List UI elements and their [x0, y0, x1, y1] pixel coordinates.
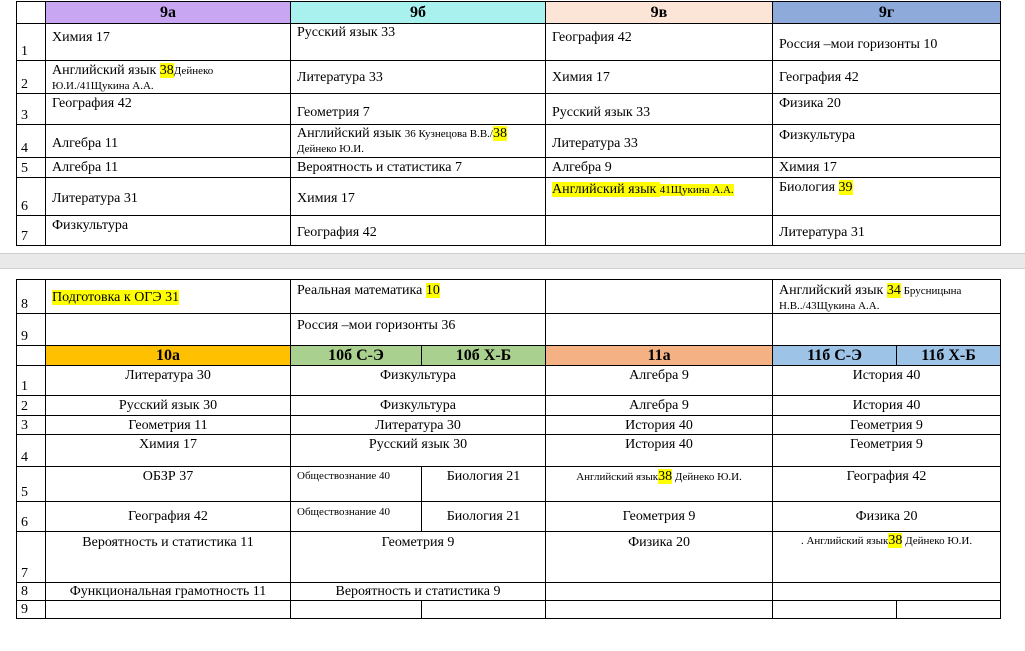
lesson-row: [17, 435, 1001, 467]
lesson-number: 4: [17, 125, 46, 158]
schedule-table-10-11: [16, 279, 1001, 619]
lesson-cell: Литература 30: [291, 416, 546, 435]
lesson-cell: [546, 583, 773, 601]
lesson-cell: [546, 216, 773, 246]
lesson-cell: Физика 20: [546, 532, 773, 583]
subject-text: Английский язык: [779, 283, 887, 298]
lesson-cell: [773, 583, 1001, 601]
class-header-9b: 9б: [291, 2, 546, 24]
header-row: [17, 346, 1001, 366]
room-highlight: 38: [492, 126, 507, 141]
lesson-cell: История 40: [546, 435, 773, 467]
lesson-cell: Вероятность и статистика 9: [291, 583, 546, 601]
lesson-cell: Геометрия 9: [773, 416, 1001, 435]
lesson-cell: Геометрия 7: [291, 94, 546, 125]
lesson-number: 7: [17, 216, 46, 246]
lesson-cell: Россия –мои горизонты 36: [291, 314, 546, 346]
lesson-cell: География 42: [773, 61, 1001, 94]
subject-text: Английский язык: [52, 63, 160, 78]
lesson-row: [17, 366, 1001, 396]
page-break-line: [0, 268, 1025, 269]
lesson-cell: Литература 33: [291, 61, 546, 94]
lesson-cell: [773, 314, 1001, 346]
lesson-cell: Химия 17: [291, 178, 546, 216]
class-header-9a: 9а: [46, 2, 291, 24]
lesson-number: 9: [17, 314, 46, 346]
lesson-cell: История 40: [773, 396, 1001, 416]
lesson-cell: [546, 601, 773, 619]
lesson-cell: [422, 601, 546, 619]
lesson-cell: Биология 21: [422, 502, 546, 532]
lesson-row: [17, 94, 1001, 125]
class-header-10a: 10а: [46, 346, 291, 366]
lesson-number: 7: [17, 532, 46, 583]
lesson-cell: Геометрия 9: [291, 532, 546, 583]
class-header-11b-se: 11б С-Э: [773, 346, 897, 366]
lesson-cell: Алгебра 9: [546, 158, 773, 178]
lesson-cell: Русский язык 33: [291, 24, 546, 61]
lesson-cell: Вероятность и статистика 7: [291, 158, 546, 178]
lesson-row: [17, 467, 1001, 502]
lesson-cell: [546, 280, 773, 314]
lesson-cell: Алгебра 9: [546, 366, 773, 396]
lesson-cell: [46, 280, 291, 314]
lesson-number: 9: [17, 601, 46, 619]
subject-text: Английский язык: [297, 126, 405, 141]
subject-highlight: Английский язык: [552, 182, 660, 197]
lesson-cell: [291, 125, 546, 158]
lesson-cell: Обществознание 40: [291, 467, 422, 502]
teacher-highlight: 41Щукина А.А.: [659, 184, 734, 196]
subject-text: . Английский язык: [800, 535, 889, 547]
lesson-number: 8: [17, 583, 46, 601]
lesson-cell: Алгебра 9: [546, 396, 773, 416]
subject-text: Английский язык: [576, 471, 659, 483]
lesson-cell: География 42: [46, 94, 291, 125]
lesson-cell: География 42: [46, 502, 291, 532]
lesson-cell: Физкультура: [46, 216, 291, 246]
room-highlight: 38: [658, 469, 673, 484]
lesson-row: [17, 24, 1001, 61]
lesson-cell: [773, 178, 1001, 216]
lesson-cell: [46, 314, 291, 346]
room-highlight: 34: [886, 283, 901, 298]
lesson-cell: Литература 31: [46, 178, 291, 216]
lesson-cell: Геометрия 9: [546, 502, 773, 532]
lesson-cell: Биология 21: [422, 467, 546, 502]
corner-cell: [17, 346, 46, 366]
lesson-number: 6: [17, 502, 46, 532]
lesson-row: [17, 216, 1001, 246]
room-highlight: 10: [425, 283, 440, 298]
lesson-number: 4: [17, 435, 46, 467]
lesson-cell: Русский язык 30: [291, 435, 546, 467]
class-header-9v: 9в: [546, 2, 773, 24]
lesson-row: [17, 158, 1001, 178]
lesson-number: 2: [17, 61, 46, 94]
lesson-cell: География 42: [546, 24, 773, 61]
lesson-cell: Русский язык 30: [46, 396, 291, 416]
teacher-text: Дейнеко Ю.И.: [297, 143, 364, 155]
lesson-cell: Русский язык 33: [546, 94, 773, 125]
lesson-cell: ОБЗР 37: [46, 467, 291, 502]
teacher-text: Брусницына Н.В../43Щукина А.А.: [779, 285, 962, 312]
lesson-cell: История 40: [546, 416, 773, 435]
lesson-cell: Литература 30: [46, 366, 291, 396]
lesson-cell: Физкультура: [291, 366, 546, 396]
lesson-row: [17, 416, 1001, 435]
lesson-cell: Геометрия 11: [46, 416, 291, 435]
teacher-text: Дейнеко Ю.И.: [672, 471, 742, 483]
lesson-number: 5: [17, 158, 46, 178]
subject-text: Биология: [779, 180, 839, 195]
schedule-table-9: [16, 1, 1001, 246]
lesson-cell: Физкультура: [291, 396, 546, 416]
corner-cell: [17, 2, 46, 24]
lesson-cell: [546, 314, 773, 346]
lesson-row: [17, 502, 1001, 532]
lesson-cell: География 42: [773, 467, 1001, 502]
lesson-cell: География 42: [291, 216, 546, 246]
lesson-row: [17, 314, 1001, 346]
lesson-row: [17, 178, 1001, 216]
lesson-cell: Химия 17: [46, 24, 291, 61]
header-row: [17, 2, 1001, 24]
lesson-cell: Литература 33: [546, 125, 773, 158]
teacher-text: 36 Кузнецова В.В./: [404, 128, 493, 140]
room-highlight: 38: [159, 63, 174, 78]
lesson-cell: Физика 20: [773, 94, 1001, 125]
lesson-cell: Россия –мои горизонты 10: [773, 24, 1001, 61]
lesson-number: 3: [17, 416, 46, 435]
page-break: [0, 254, 1025, 268]
lesson-cell: Физкультура: [773, 125, 1001, 158]
lesson-number: 6: [17, 178, 46, 216]
lesson-cell: Алгебра 11: [46, 125, 291, 158]
lesson-row: [17, 125, 1001, 158]
lesson-number: 3: [17, 94, 46, 125]
lesson-cell: Химия 17: [46, 435, 291, 467]
lesson-cell: Алгебра 11: [46, 158, 291, 178]
lesson-row: [17, 601, 1001, 619]
lesson-number: 2: [17, 396, 46, 416]
lesson-cell: Химия 17: [773, 158, 1001, 178]
lesson-cell: История 40: [773, 366, 1001, 396]
lesson-cell: Литература 31: [773, 216, 1001, 246]
lesson-cell: Геометрия 9: [773, 435, 1001, 467]
teacher-text: Дейнеко Ю.И.: [902, 535, 973, 547]
lesson-cell: Вероятность и статистика 11: [46, 532, 291, 583]
lesson-row: [17, 61, 1001, 94]
lesson-number: 1: [17, 24, 46, 61]
lesson-cell: [46, 601, 291, 619]
room-highlight: 39: [838, 180, 853, 195]
class-header-10b-hb: 10б Х-Б: [422, 346, 546, 366]
class-header-11a: 11а: [546, 346, 773, 366]
lesson-cell: [773, 532, 1001, 583]
lesson-row: [17, 280, 1001, 314]
lesson-cell: Физика 20: [773, 502, 1001, 532]
class-header-11b-hb: 11б Х-Б: [897, 346, 1001, 366]
teacher-text: Дейнеко Ю.И./41Щукина А.А.: [52, 65, 214, 92]
lesson-cell: Обществознание 40: [291, 502, 422, 532]
lesson-cell: Функциональная грамотность 11: [46, 583, 291, 601]
lesson-cell: [46, 61, 291, 94]
class-header-10b-se: 10б С-Э: [291, 346, 422, 366]
lesson-number: 1: [17, 366, 46, 396]
lesson-row: [17, 396, 1001, 416]
lesson-number: 5: [17, 467, 46, 502]
lesson-cell: Химия 17: [546, 61, 773, 94]
lesson-cell: [291, 601, 422, 619]
class-header-9g: 9г: [773, 2, 1001, 24]
lesson-cell: [546, 467, 773, 502]
lesson-row: [17, 583, 1001, 601]
room-highlight: 38: [888, 533, 903, 548]
lesson-cell: [291, 280, 546, 314]
lesson-number: 8: [17, 280, 46, 314]
subject-highlight: Подготовка к ОГЭ 31: [52, 290, 180, 305]
lesson-cell: [546, 178, 773, 216]
lesson-cell: [773, 601, 897, 619]
subject-text: Реальная математика: [297, 283, 426, 298]
lesson-row: [17, 532, 1001, 583]
lesson-cell: [773, 280, 1001, 314]
lesson-cell: [897, 601, 1001, 619]
